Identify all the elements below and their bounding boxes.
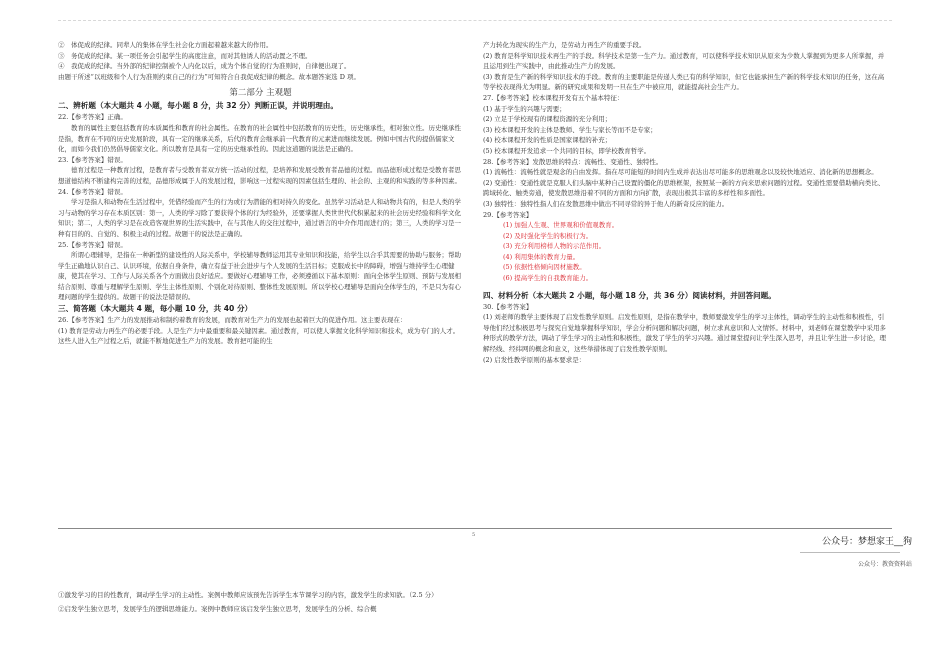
- list-item: (3) 校本课程开发的主体是教师、学生与家长等而不是专家；: [483, 125, 657, 134]
- list-item: (5) 校本课程开发追求一个共同的目标，即学校教育哲学。: [483, 146, 651, 155]
- top-divider: [58, 20, 892, 21]
- list-item: (4) 校本课程开发的性质是国家课程的补充；: [483, 136, 612, 145]
- brand-sub-label: 公众号：教资资料站: [857, 561, 912, 568]
- list-item: (1) 基于学生的兴趣与需要；: [483, 104, 566, 113]
- answer-heading: 30.【参考答案】: [483, 302, 533, 311]
- answer-heading: 29.【参考答案】: [483, 210, 533, 219]
- red-list-item: (1) 加强人生观、世界观和价值观教育。: [503, 221, 619, 230]
- next-page-block: [58, 590, 478, 617]
- red-list-item: (5) 依据性格倾向因材施教。: [503, 263, 586, 272]
- paragraph: ③ 务促成的纪律。某一项任务会引起学生的高度注意，而对其他诱人的活动置之不理。: [58, 51, 312, 60]
- footer-rule: [58, 528, 892, 529]
- answer-heading: 23.【参考答案】错误。: [58, 155, 127, 164]
- answer-heading: 25.【参考答案】错误。: [58, 240, 127, 249]
- answer-body: 德育过程是一种教育过程，是教育者与受教育者双方统一活动的过程，是培养和发展受教育者品德的过程。而品德形成过程是受教育者思想道德结构不断建构完善的过程，品德形成属于人的发展过程，影响这一过程实现的因素包括生理的、社会的、主观的和实践的等多种因素。: [58, 166, 461, 185]
- right-column: [483, 40, 888, 365]
- answer-body: (1) 刘老师的教学主要体现了启发性教学原则。启发性原则，是指在教学中，教师要激发学生的学习主体性，调动学生的主动性和积极性，引导他们经过积极思考与探究自觉地掌握科学知识，学会分析问题和解决问题，树立求真意识和人文情怀。材料中，刘老师在课堂教学中采用多种形式的教学方法，调动了学生学习的主动性和积极性，激发了学生的学习兴趣。通过课堂提问让学生深入思考，并且让学生进一步讨论，理解经线、经纬网的概念和意义，这些举措体现了启发性教学原则。: [483, 313, 886, 354]
- section-heading: 四、材料分析（本大题共 2 小题，每小题 18 分，共 36 分）阅读材料，并回答问题。: [483, 290, 776, 300]
- answer-heading: 24.【参考答案】错误。: [58, 187, 127, 196]
- part-title: 第二部分 主观题: [229, 88, 292, 99]
- list-item: (2) 变通性：变通性就是克服人们头脑中某种自己设置的僵化的思维框架，按照某一新的方向来思索问题的过程。变通性需要借助横向类比、跨域转化、触类旁通，使发散思维沿着不同的方面和方向扩散，表现出极其丰富的多样性和多面性。: [483, 178, 885, 198]
- left-column: [58, 40, 463, 347]
- paragraph: ④ 我促成的纪律。当外部的纪律控制被个人内化以后，成为个体自觉的行为准则时，自律便出现了。: [58, 62, 351, 71]
- page-number: 5: [472, 532, 476, 538]
- list-item: (2) 立足于学校现有的课程资源的充分利用；: [483, 115, 612, 124]
- paragraph: ②启发学生独立思考，发展学生的逻辑思维能力。案例中教师应该启发学生独立思考，发展学生的分析、综合概: [58, 604, 377, 613]
- paragraph: (3) 教育是生产新的科学知识技术的手段。教育的主要职能是传递人类已有的科学知识，但它也能承担生产新的科学技术知识的任务，这在高等学校表现得尤为明显。新的研究成果和发明一旦在生产中被应用，就能提高社会生产力。: [483, 72, 885, 92]
- answer-body: 学习是指人和动物在生活过程中，凭借经验而产生的行为或行为潜能的相对持久的变化。虽然学习活动是人和动物共有的，但是人类的学习与动物的学习存在本质区别：第一，人类的学习除了要获得个体的行为经验外，还要掌握人类世世代代积累起来的社会历史经验和科学文化知识；第二，人类的学习是在改造客观世界的生活实践中，在与其他人的交往过程中，通过语言的中介作用而进行的；第三，人类的学习是一种有目的的、自觉的、积极主动的过程。故题干的说法是正确的。: [58, 198, 461, 238]
- answer-body: 教育的属性主要包括教育的本质属性和教育的社会属性。在教育的社会属性中包括教育的历史性，历史继承性，相对独立性。历史继承性是指，教育在不同的历史发展阶段，具有一定的继承关系，后代的教育会继承前一代教育的元素进而继续发展。例如中国古代的提倡儒家文化，而如今我们仍然倡导儒家文化。所以教育是具有一定的历史继承性的。因此这道题的说法是正确的。: [58, 123, 461, 154]
- answer-body: (1) 教育是劳动力再生产的必要手段。人是生产力中最重要和最关键因素。通过教育，可以使人掌握文化科学知识和技术，成为专门的人才。这些人进入生产过程之后，就能不断地促进生产力的发展。教育把可能的生: [58, 326, 460, 346]
- brand-label: 公众号：梦想家王__狗: [821, 537, 912, 547]
- answer-body: (2) 启发性教学原则的基本要求是：: [483, 355, 586, 364]
- answer-body: 所谓心理辅导，是指在一种新型的建设性的人际关系中，学校辅导教师运用其专业知识和技能，给学生以合乎其需要的协助与服务；帮助学生正确地认识自己、认识环境，依据自身条件，确立有益于社会进步与个人发展的生活目标；克服成长中的障碍，增强与维持学生心理健康，使其在学习、工作与人际关系各个方面做出良好适应。要做好心理辅导工作，必须遵循以下基本原则：面向全体学生原则、预防与发展相结合原则、尊重与理解学生原则、学生主体性原则、个别化对待原则、整体性发展原则。所以学校心理辅导是面向全体学生的，不是只为有心理问题的学生提供的。故题干的说法是错误的。: [58, 251, 461, 302]
- section-heading: 三、简答题（本大题共 4 题，每小题 10 分，共 40 分）: [58, 304, 253, 314]
- section-heading: 二、辨析题（本大题共 4 小题，每小题 8 分，共 32 分）判断正误，并说明理由。: [58, 101, 338, 111]
- list-item: (3) 独特性：独特性指人们在发散思维中做出不同寻常的异于他人的新奇反应的能力。: [483, 199, 729, 208]
- answer-heading: 28.【参考答案】发散思维的特点：流畅性、变通性、独特性。: [483, 157, 663, 166]
- answer-heading: 22.【参考答案】正确。: [58, 113, 127, 122]
- paragraph: ② 体促成的纪律。同辈人的集体在学生社会化方面起着越来越大的作用。: [58, 41, 273, 49]
- brand-divider: [800, 552, 900, 553]
- list-item: (1) 流畅性：流畅性就是观念的自由发挥。指在尽可能短的时间内生成并表达出尽可能多的思维观念以及较快地适应、消化新的思想概念。: [483, 168, 878, 177]
- red-list-item: (6) 提高学生的自我教育能力。: [503, 274, 593, 283]
- answer-heading: 27.【参考答案】校本课程开发有五个基本特征：: [483, 93, 624, 102]
- paragraph: ①激发学习的目的性教育，调动学生学习的主动性。案例中教师应该预先告诉学生本节课学习的内容，激发学生的求知欲。（2.5 分）: [58, 591, 438, 599]
- red-list-item: (3) 充分利用榜样人物的示范作用。: [503, 242, 606, 251]
- answer-heading: 26.【参考答案】生产力的发展推动和制约着教育的发展，而教育对生产力的发展也起着巨大的促进作用。这主要表现在：: [58, 316, 407, 325]
- red-list-item: (2) 及时强化学生的积极行为。: [503, 231, 593, 240]
- red-list-item: (4) 利用集体的教育力量。: [503, 252, 580, 261]
- paragraph: 由题干所述“以班级和个人行为准则约束自己的行为”可知符合自我促成纪律的概念。故本题答案选 D 项。: [58, 72, 360, 81]
- paragraph: (2) 教育是科学知识技术再生产的手段。科学技术是第一生产力。通过教育，可以使科学技术知识从原来为少数人掌握到为更多人所掌握，并且运用到生产实践中，由此推动生产力的发展。: [483, 51, 885, 71]
- paragraph: 产力转化为现实的生产力，是劳动力再生产的重要手段。: [483, 41, 646, 49]
